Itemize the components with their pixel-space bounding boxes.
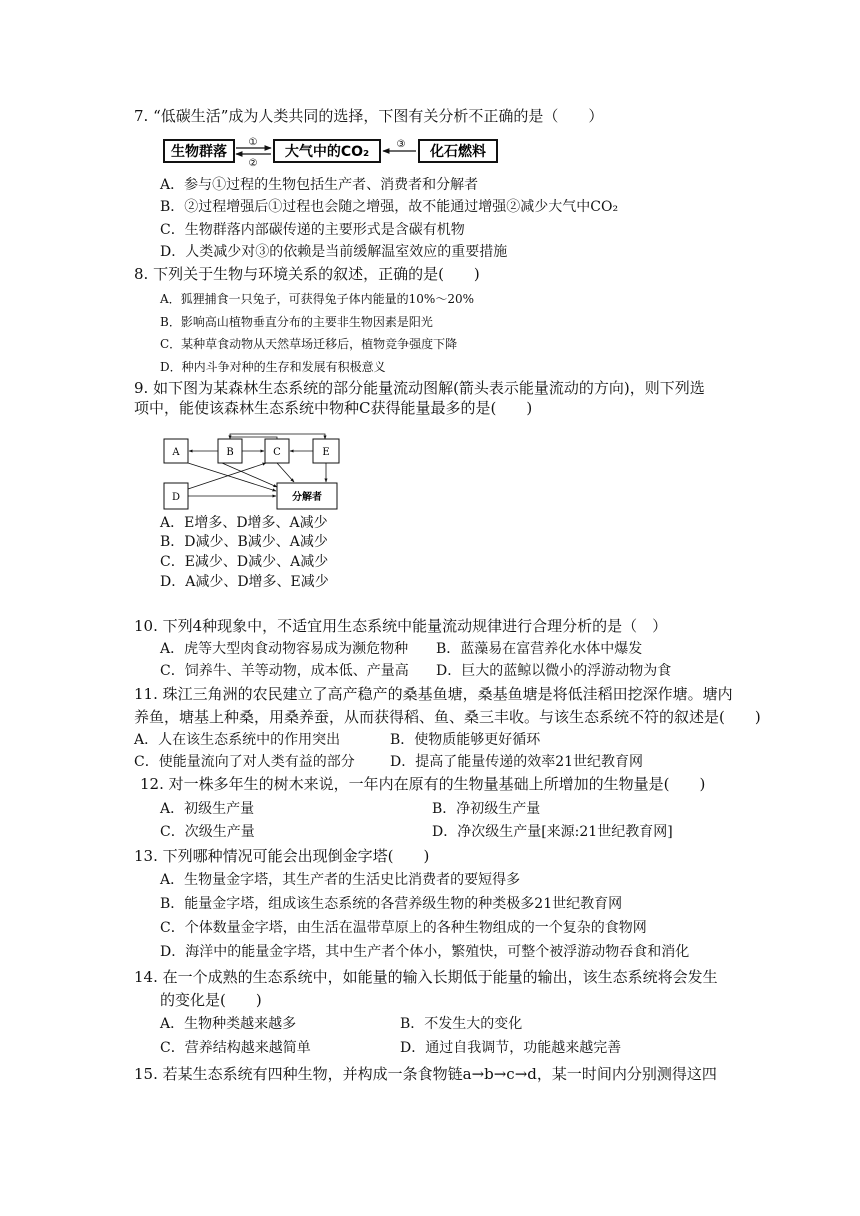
arrow-c-decomposer [277,463,294,482]
q7-stem: 7. “低碳生活”成为人类共同的选择，下图有关分析不正确的是（ ） [134,107,604,125]
process-2-label: ② [248,158,258,167]
q13-option-c: C．个体数量金字塔，由生活在温带草原上的各种生物组成的一个复杂的食物网 [160,920,647,936]
q9-option-c: C．E减少、D减少、A减少 [160,554,329,570]
q13-option-b: B．能量金字塔，组成该生态系统的各营养级生物的种类极多21世纪教育网 [160,896,623,912]
q12-option-c: C．次级生产量 [160,824,255,840]
q9-option-a: A．E增多、D增多、A减少 [160,515,328,531]
q9-stem-line2: 项中，能使该森林生态系统中物种C获得能量最多的是( ) [134,399,533,417]
q13-option-a: A．生物量金字塔，其生产者的生活史比消费者的要短得多 [160,872,521,888]
q11-option-d: D．提高了能量传递的效率21世纪教育网 [390,754,644,770]
q13-stem: 13. 下列哪种情况可能会出现倒金字塔( ) [134,847,430,865]
q11-option-b: B．使物质能够更好循环 [390,732,541,748]
node-c-label: C [273,447,281,458]
q15-stem: 15. 若某生态系统有四种生物，并构成一条食物链a→b→c→d，某一时间内分别测得这四 [134,1065,717,1083]
q12-option-d: D．净次级生产量[来源:21世纪教育网] [432,824,673,840]
process-3-label: ③ [396,139,406,150]
q8-option-c: C．某种草食动物从天然草场迁移后，植物竞争强度下降 [160,337,458,351]
q12-option-b: B．净初级生产量 [432,801,541,817]
q11-stem-line1: 11. 珠江三角洲的农民建立了高产稳产的桑基鱼塘，桑基鱼塘是将低洼稻田挖深作塘。塘内 [134,685,733,703]
q12-option-a: A．初级生产量 [160,801,255,817]
q14-option-d: D．通过自我调节，功能越来越完善 [400,1040,622,1056]
q12-stem: 12. 对一株多年生的树木来说，一年内在原有的生物量基础上所增加的生物量是( ) [140,775,706,793]
decomposer-label: 分解者 [292,492,322,503]
q9-option-d: D．A减少、D增多、E减少 [160,574,329,590]
node-d-label: D [171,492,181,503]
process-1-label: ① [248,137,258,148]
q14-stem-line2: 的变化是( ) [160,991,262,1009]
q9-option-b: B．D减少、B减少、A减少 [160,534,328,550]
q13-option-d: D．海洋中的能量金字塔，其中生产者个体小，繁殖快，可整个被浮游动物吞食和消化 [160,944,690,960]
q9-stem-line1: 9. 如下图为某森林生态系统的部分能量流动图解(箭头表示能量流动的方向)，则下列选 [134,379,705,397]
q9-energy-flow-diagram [162,433,352,515]
node-b-label: B [226,447,234,458]
q7-option-b: B．②过程增强后①过程也会随之增强，故不能通过增强②减少大气中CO₂ [160,199,619,215]
q7-option-d: D．人类减少对③的依赖是当前缓解温室效应的重要措施 [160,244,508,260]
biocommunity-label: 生物群落 [171,144,227,160]
q10-option-c: C．饲养牛、羊等动物，成本低、产量高 [160,663,409,679]
q7-carbon-cycle-diagram [163,135,503,167]
q14-option-a: A．生物种类越来越多 [160,1016,297,1032]
q14-option-b: B．不发生大的变化 [400,1016,523,1032]
q8-stem: 8. 下列关于生物与环境关系的叙述，正确的是( ) [134,265,480,283]
q14-option-c: C．营养结构越来越简单 [160,1040,311,1056]
q10-option-d: D．巨大的蓝鲸以微小的浮游动物为食 [436,663,672,679]
q11-stem-line2: 养鱼，塘基上种桑，用桑养蚕，从而获得稻、鱼、桑三丰收。与该生态系统不符的叙述是( ) [134,708,761,726]
q8-option-d: D．种内斗争对种的生存和发展有积极意义 [160,360,386,374]
q7-option-c: C．生物群落内部碳传递的主要形式是含碳有机物 [160,222,465,238]
q8-option-b: B．影响高山植物垂直分布的主要非生物因素是阳光 [160,315,433,329]
node-e-label: E [322,447,330,458]
q11-option-a: A．人在该生态系统中的作用突出 [134,732,341,748]
arrow-b-e [230,434,325,439]
q10-stem: 10. 下列4种现象中，不适宜用生态系统中能量流动规律进行合理分析的是（ ） [134,617,668,635]
q10-option-b: B．蓝藻易在富营养化水体中爆发 [436,641,643,657]
fossil-fuel-label: 化石燃料 [430,144,486,160]
q7-option-a: A．参与①过程的生物包括生产者、消费者和分解者 [160,177,479,193]
q14-stem-line1: 14. 在一个成熟的生态系统中，如能量的输入长期低于能量的输出，该生态系统将会发生 [134,968,718,986]
q10-option-a: A．虎等大型肉食动物容易成为濒危物种 [160,641,409,657]
q8-option-a: A．狐狸捕食一只兔子，可获得兔子体内能量的10%～20% [160,292,475,306]
node-a-label: A [172,447,180,458]
atmosphere-co2-label: 大气中的CO₂ [284,144,370,160]
q11-option-c: C．使能量流向了对人类有益的部分 [134,754,355,770]
